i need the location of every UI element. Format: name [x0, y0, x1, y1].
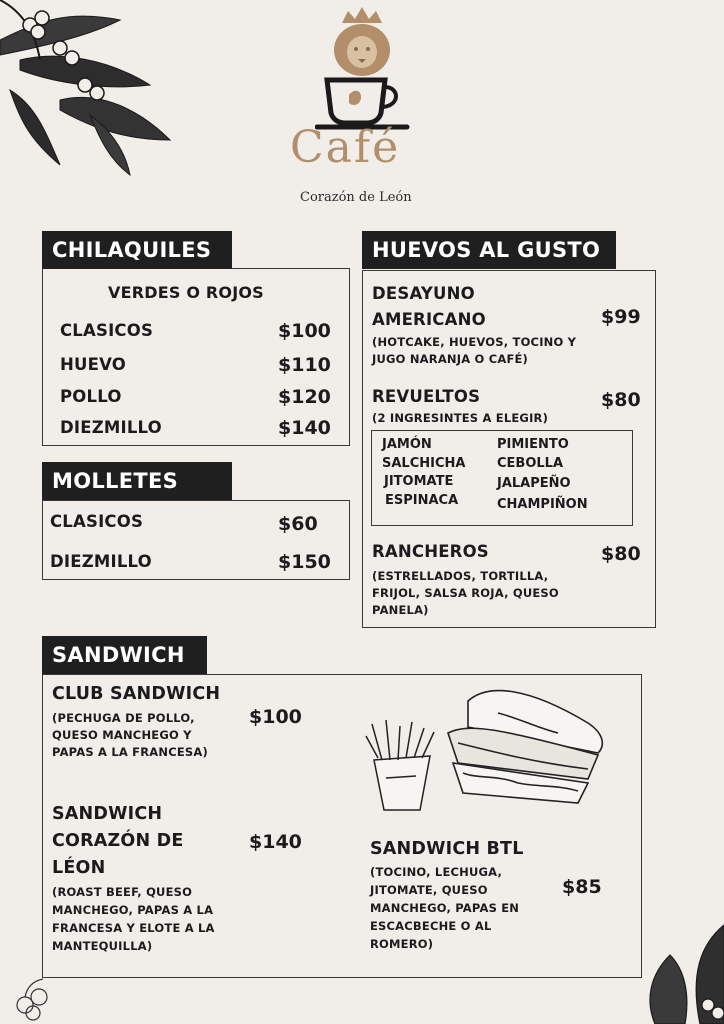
- rancheros-price: $80: [601, 543, 641, 565]
- chilaquiles-item-name: HUEVO: [60, 355, 126, 374]
- revueltos-option: PIMIENTO: [497, 437, 569, 452]
- americano-name: AMERICANO: [372, 310, 486, 329]
- chilaquiles-subtitle: VERDES O ROJOS: [108, 283, 264, 302]
- cherry-sketch-icon: [5, 975, 60, 1024]
- corazon-name: SANDWICH: [52, 804, 163, 824]
- chilaquiles-title: CHILAQUILES: [42, 231, 232, 269]
- americano-desc: JUGO NARANJA O CAFÉ): [372, 352, 529, 366]
- revueltos-name: REVUELTOS: [372, 387, 481, 406]
- rancheros-desc: FRIJOL, SALSA ROJA, QUESO: [372, 586, 559, 600]
- club-desc: PAPAS A LA FRANCESA): [52, 745, 208, 759]
- brand-name: Café: [290, 122, 401, 173]
- revueltos-price: $80: [601, 389, 641, 411]
- molletes-title: MOLLETES: [42, 462, 232, 500]
- btl-desc: ESCACBECHE O AL: [370, 919, 492, 933]
- club-name: CLUB SANDWICH: [52, 684, 221, 704]
- coffee-branch-illustration: [0, 0, 180, 180]
- btl-desc: MANCHEGO, PAPAS EN: [370, 901, 520, 915]
- brand-subtitle: Corazón de León: [300, 190, 412, 205]
- chilaquiles-item-name: CLASICOS: [60, 321, 154, 340]
- corazon-desc: MANTEQUILLA): [52, 939, 153, 953]
- chilaquiles-item-price: $110: [278, 354, 331, 376]
- rancheros-name: RANCHEROS: [372, 542, 489, 561]
- revueltos-option: JAMÓN: [382, 437, 432, 452]
- club-desc: QUESO MANCHEGO Y: [52, 728, 192, 742]
- revueltos-option: SALCHICHA: [382, 456, 466, 471]
- corazon-desc: (ROAST BEEF, QUESO: [52, 885, 193, 899]
- americano-desc: (HOTCAKE, HUEVOS, TOCINO Y: [372, 335, 577, 349]
- chilaquiles-item-price: $140: [278, 417, 331, 439]
- molletes-item-price: $150: [278, 551, 331, 573]
- molletes-item-name: DIEZMILLO: [50, 552, 152, 571]
- corazon-desc: FRANCESA Y ELOTE A LA: [52, 921, 215, 935]
- revueltos-desc: (2 INGRESINTES A ELEGIR): [372, 411, 549, 425]
- corazon-desc: MANCHEGO, PAPAS A LA: [52, 903, 214, 917]
- btl-desc: JITOMATE, QUESO: [370, 883, 488, 897]
- americano-price: $99: [601, 306, 641, 328]
- chilaquiles-item-name: DIEZMILLO: [60, 418, 162, 437]
- fries-illustration: [362, 718, 442, 814]
- corazon-name: CORAZÓN DE: [52, 831, 184, 851]
- rancheros-desc: (ESTRELLADOS, TORTILLA,: [372, 569, 549, 583]
- revueltos-option: CHAMPIÑON: [497, 497, 588, 512]
- revueltos-option: ESPINACA: [385, 493, 459, 508]
- sandwich-title: SANDWICH: [42, 636, 207, 674]
- sandwich-illustration: [438, 683, 610, 815]
- rancheros-desc: PANELA): [372, 603, 429, 617]
- club-desc: (PECHUGA DE POLLO,: [52, 711, 195, 725]
- corazon-name: LÉON: [52, 858, 106, 878]
- chilaquiles-item-price: $120: [278, 386, 331, 408]
- huevos-title: HUEVOS AL GUSTO: [362, 231, 616, 269]
- btl-desc: (TOCINO, LECHUGA,: [370, 865, 503, 879]
- club-price: $100: [249, 706, 302, 728]
- molletes-item-price: $60: [278, 513, 318, 535]
- chilaquiles-item-price: $100: [278, 320, 331, 342]
- revueltos-option: CEBOLLA: [497, 456, 564, 471]
- corazon-price: $140: [249, 831, 302, 853]
- btl-name: SANDWICH BTL: [370, 839, 524, 859]
- americano-name: DESAYUNO: [372, 284, 475, 303]
- coffee-branch-illustration-bottom: [630, 915, 724, 1024]
- revueltos-option: JITOMATE: [384, 474, 454, 489]
- revueltos-option: JALAPEÑO: [497, 476, 571, 491]
- btl-desc: ROMERO): [370, 937, 434, 951]
- molletes-item-name: CLASICOS: [50, 512, 144, 531]
- btl-price: $85: [562, 876, 602, 898]
- chilaquiles-item-name: POLLO: [60, 387, 122, 406]
